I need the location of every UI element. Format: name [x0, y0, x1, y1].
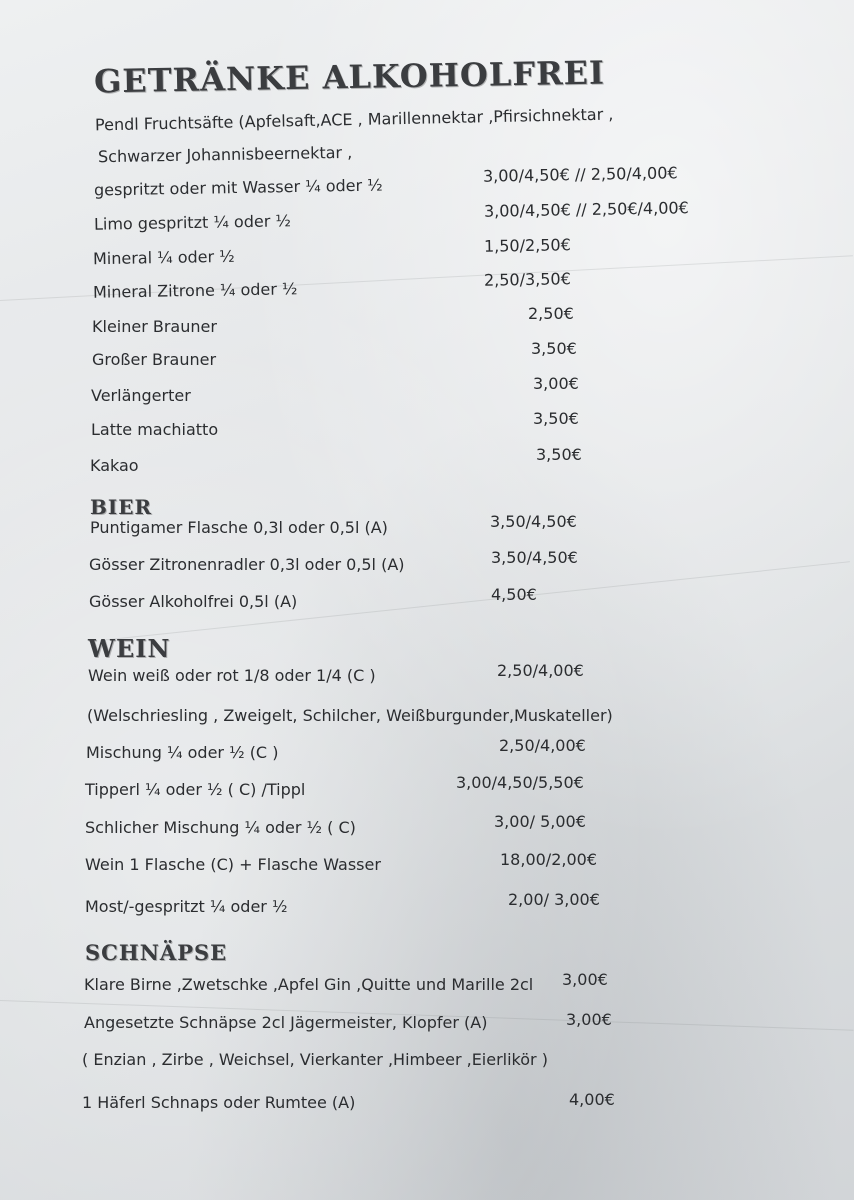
menu-item-name: Verlängerter: [91, 386, 191, 405]
menu-item-name: Latte machiatto: [91, 420, 219, 439]
menu-item-price: 3,50€: [531, 339, 577, 358]
menu-item-price: 18,00/2,00€: [500, 850, 597, 869]
menu-item-name: Mischung ¼ oder ½ (C ): [86, 743, 279, 762]
menu-item-price: 3,00/4,50€ // 2,50€/4,00€: [483, 198, 689, 221]
menu-item-name: Gösser Alkoholfrei 0,5l (A): [89, 592, 298, 611]
menu-item-price: 2,50/4,00€: [499, 736, 586, 755]
menu-item-price: 4,50€: [491, 585, 537, 604]
section-title-alkoholfrei: GETRÄNKE ALKOHOLFREI: [93, 53, 606, 101]
menu-item-name: ( Enzian , Zirbe , Weichsel, Vierkanter ,Himbeer ,Eierlikör ): [82, 1050, 548, 1069]
menu-item-name: Großer Brauner: [92, 350, 217, 369]
menu-item-price: 2,50/4,00€: [497, 661, 584, 680]
section-title-schnaepse: SCHNÄPSE: [85, 940, 228, 965]
menu-item-price: 2,50/3,50€: [483, 269, 571, 290]
menu-item-price: 3,00/ 5,00€: [494, 812, 586, 831]
menu-item-name: 1 Häferl Schnaps oder Rumtee (A): [82, 1093, 356, 1112]
menu-item-name: Angesetzte Schnäpse 2cl Jägermeister, Klopfer (A): [84, 1013, 488, 1032]
menu-item-name: Most/-gespritzt ¼ oder ½: [85, 897, 288, 916]
menu-item-name: Mineral ¼ oder ½: [92, 246, 235, 269]
menu-item-name: Wein weiß oder rot 1/8 oder 1/4 (C ): [88, 666, 376, 685]
menu-item-name: Kleiner Brauner: [92, 317, 217, 336]
menu-item-name: Klare Birne ,Zwetschke ,Apfel Gin ,Quitte und Marille 2cl: [84, 975, 534, 994]
menu-item-name: Gösser Zitronenradler 0,3l oder 0,5l (A): [89, 555, 405, 574]
menu-item-price: 3,00€: [566, 1010, 612, 1029]
menu-item-price: 3,50€: [533, 409, 579, 428]
menu-item-price: 1,50/2,50€: [483, 235, 571, 256]
menu-item-price: 3,50/4,50€: [490, 512, 577, 531]
menu-item-price: 2,50€: [528, 304, 574, 323]
menu-item-name: Limo gespritzt ¼ oder ½: [93, 211, 292, 234]
menu-item-name: Kakao: [90, 456, 139, 475]
menu-item-price: 2,00/ 3,00€: [508, 890, 600, 909]
menu-item-price: 3,50€: [536, 445, 582, 464]
menu-item-price: 3,50/4,50€: [491, 548, 578, 567]
menu-item-name: Wein 1 Flasche (C) + Flasche Wasser: [85, 855, 381, 874]
menu-item-name: Tipperl ¼ oder ½ ( C) /Tippl: [85, 780, 306, 799]
menu-item-name: Pendl Fruchtsäfte (Apfelsaft,ACE , Marillennektar ,Pfirsichnektar ,: [94, 104, 614, 135]
menu-item-price: 3,00€: [562, 970, 608, 989]
menu-item-name: (Welschriesling , Zweigelt, Schilcher, Weißburgunder,Muskateller): [87, 706, 613, 725]
menu-item-name: Puntigamer Flasche 0,3l oder 0,5l (A): [90, 518, 388, 537]
menu-item-name: Schwarzer Johannisbeernektar ,: [97, 142, 353, 167]
menu-item-name: gespritzt oder mit Wasser ¼ oder ½: [93, 175, 383, 200]
menu-item-price: 3,00/4,50€ // 2,50/4,00€: [482, 163, 678, 186]
section-title-wein: WEIN: [88, 634, 171, 663]
menu-item-price: 3,00/4,50/5,50€: [456, 773, 584, 792]
menu-item-price: 4,00€: [569, 1090, 615, 1109]
section-title-bier: BIER: [90, 495, 153, 519]
menu-item-name: Schlicher Mischung ¼ oder ½ ( C): [85, 818, 356, 837]
menu-item-price: 3,00€: [533, 374, 579, 393]
menu-item-name: Mineral Zitrone ¼ oder ½: [92, 279, 298, 302]
